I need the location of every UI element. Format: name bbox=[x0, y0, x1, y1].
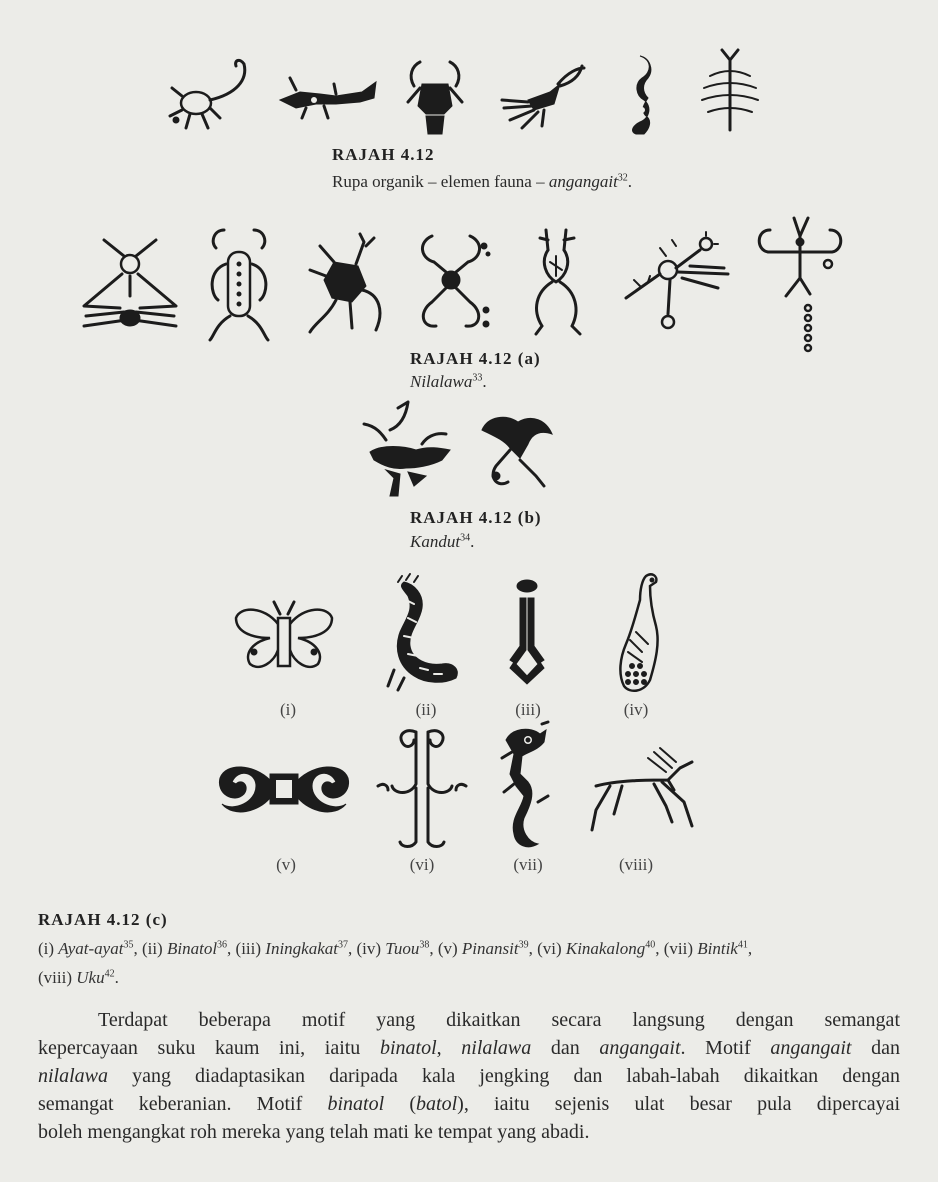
figure-caption: Rupa organik – elemen fauna – angangait$^{32}$. bbox=[332, 172, 633, 191]
label-iv: (iv) bbox=[623, 700, 649, 719]
centipede-motif bbox=[694, 46, 768, 134]
legend-term: Ayat-ayat bbox=[58, 938, 124, 958]
paragraph-line bbox=[38, 1090, 900, 1118]
label-viii: (viii) bbox=[619, 855, 653, 874]
legend-number: (i) bbox=[38, 938, 59, 958]
paragraph-text: semangat keberanian. Motif bbox=[38, 1093, 328, 1115]
paragraph-text: kepercayaan suku kaum ini, iaitu bbox=[38, 1037, 380, 1059]
paragraph-term: angangait bbox=[770, 1037, 852, 1059]
legend-separator: , bbox=[227, 938, 236, 958]
scorpion-motif-1 bbox=[166, 56, 252, 132]
kandut-motif-1 bbox=[360, 400, 452, 504]
paragraph-term: binatol bbox=[327, 1093, 385, 1115]
label-vi: (vi) bbox=[409, 855, 435, 874]
legend-separator: , bbox=[348, 938, 357, 958]
paragraph-text: boleh mengangkat roh mereka yang telah mati ke tempat yang abadi. bbox=[38, 1121, 590, 1143]
legend-term: Tuou bbox=[385, 938, 420, 958]
label-v: (v) bbox=[276, 855, 296, 874]
paragraph-text: Terdapat beberapa motif yang dikaitkan secara langsung dengan semangat bbox=[98, 1009, 900, 1031]
paragraph-text: dan bbox=[851, 1037, 900, 1059]
legend-footnote: 42 bbox=[104, 968, 115, 980]
legend-term: Bintik bbox=[697, 938, 738, 958]
nilalawa-motif-1 bbox=[80, 236, 180, 332]
legend-separator: , bbox=[655, 938, 664, 958]
legend-item bbox=[537, 939, 664, 958]
figure-title-c: RAJAH 4.12 (c) bbox=[38, 910, 168, 929]
figure-caption-b: Kandut$^{34}$. bbox=[410, 532, 475, 551]
figure-title-b: RAJAH 4.12 (b) bbox=[410, 508, 542, 527]
legend-number: (iii) bbox=[235, 938, 266, 958]
figure-title-a: RAJAH 4.12 (a) bbox=[410, 349, 541, 368]
legend-footnote: 41 bbox=[737, 939, 748, 950]
legend-footnote: 37 bbox=[338, 939, 348, 950]
caterpillar-motif bbox=[384, 574, 464, 692]
paragraph-text: yang diadaptasikan daripada kala jengking dan labah-labah dikaitkan dengan bbox=[108, 1065, 900, 1087]
legend-term: Uku bbox=[76, 968, 105, 988]
nilalawa-motif-4 bbox=[412, 232, 496, 332]
legend-number: (viii) bbox=[38, 968, 77, 988]
nilalawa-motif-5 bbox=[526, 226, 596, 338]
legend-separator: , bbox=[429, 938, 438, 958]
legend-footnote: 38 bbox=[419, 939, 430, 950]
paragraph-term: batol bbox=[416, 1093, 458, 1115]
legend-item bbox=[664, 939, 752, 958]
legend-term: Binatol bbox=[166, 938, 218, 958]
dragon-motif bbox=[498, 722, 554, 850]
legend-item bbox=[236, 939, 357, 958]
body-paragraph bbox=[38, 1006, 900, 1146]
label-i: (i) bbox=[279, 700, 297, 719]
kinakalong-motif bbox=[374, 724, 470, 852]
paragraph-term: binatol bbox=[379, 1037, 437, 1059]
label-vii: (vii) bbox=[513, 855, 543, 874]
legend-separator: . bbox=[114, 968, 119, 988]
scorpion-motif-3 bbox=[402, 58, 468, 136]
paragraph-text: ( bbox=[384, 1093, 417, 1115]
nilalawa-motif-2 bbox=[204, 224, 274, 344]
legend-item bbox=[38, 968, 119, 987]
legend-separator: , bbox=[133, 938, 142, 958]
paragraph-line bbox=[38, 1006, 900, 1034]
paragraph-text: , bbox=[436, 1037, 462, 1059]
legend-number: (iv) bbox=[356, 938, 386, 958]
figure-caption-a: Nilalawa$^{33}$. bbox=[410, 372, 487, 391]
pinansit-motif bbox=[214, 760, 354, 818]
legend-separator: , bbox=[747, 938, 753, 958]
nilalawa-motif-3 bbox=[304, 232, 390, 336]
legend-item bbox=[142, 939, 236, 958]
legend-number: (vii) bbox=[663, 938, 698, 958]
bird-motif bbox=[616, 570, 666, 694]
legend-term: Kinakalong bbox=[565, 938, 646, 958]
legend-term: Iningkakat bbox=[265, 938, 338, 958]
paragraph-line bbox=[38, 1118, 900, 1146]
figure-legend bbox=[38, 932, 900, 991]
scorpion-motif-2 bbox=[276, 74, 380, 122]
legend-footnote: 36 bbox=[217, 939, 228, 950]
chain-motif bbox=[622, 52, 658, 136]
label-iii: (iii) bbox=[515, 700, 541, 719]
nilalawa-motif-7 bbox=[750, 214, 850, 354]
scorpion-motif-4 bbox=[498, 60, 590, 130]
kandut-motif-2 bbox=[474, 410, 554, 494]
legend-number: (ii) bbox=[141, 938, 167, 958]
legend-item bbox=[438, 939, 537, 958]
legend-footnote: 39 bbox=[518, 939, 529, 950]
uku-motif bbox=[588, 740, 696, 836]
paragraph-term: nilalawa bbox=[38, 1065, 109, 1087]
legend-item bbox=[357, 939, 438, 958]
paragraph-term: nilalawa bbox=[461, 1037, 532, 1059]
label-ii: (ii) bbox=[415, 700, 437, 719]
legend-number: (vi) bbox=[537, 938, 566, 958]
iningkakat-motif bbox=[500, 578, 554, 688]
legend-number: (v) bbox=[437, 938, 462, 958]
legend-term: Pinansit bbox=[461, 938, 519, 958]
paragraph-text: dan bbox=[531, 1037, 600, 1059]
paragraph-line bbox=[38, 1034, 900, 1062]
legend-separator: , bbox=[528, 938, 538, 958]
paragraph-text: . Motif bbox=[680, 1037, 771, 1059]
figure-title: RAJAH 4.12 bbox=[332, 145, 435, 164]
legend-item bbox=[38, 939, 142, 958]
butterfly-motif bbox=[234, 596, 334, 672]
paragraph-term: angangait bbox=[599, 1037, 681, 1059]
legend-footnote: 35 bbox=[123, 939, 134, 950]
legend-footnote: 40 bbox=[645, 939, 656, 950]
paragraph-text: ), iaitu sejenis ulat besar pula dipercayai bbox=[457, 1093, 901, 1115]
nilalawa-motif-6 bbox=[620, 232, 732, 334]
paragraph-line bbox=[38, 1062, 900, 1090]
